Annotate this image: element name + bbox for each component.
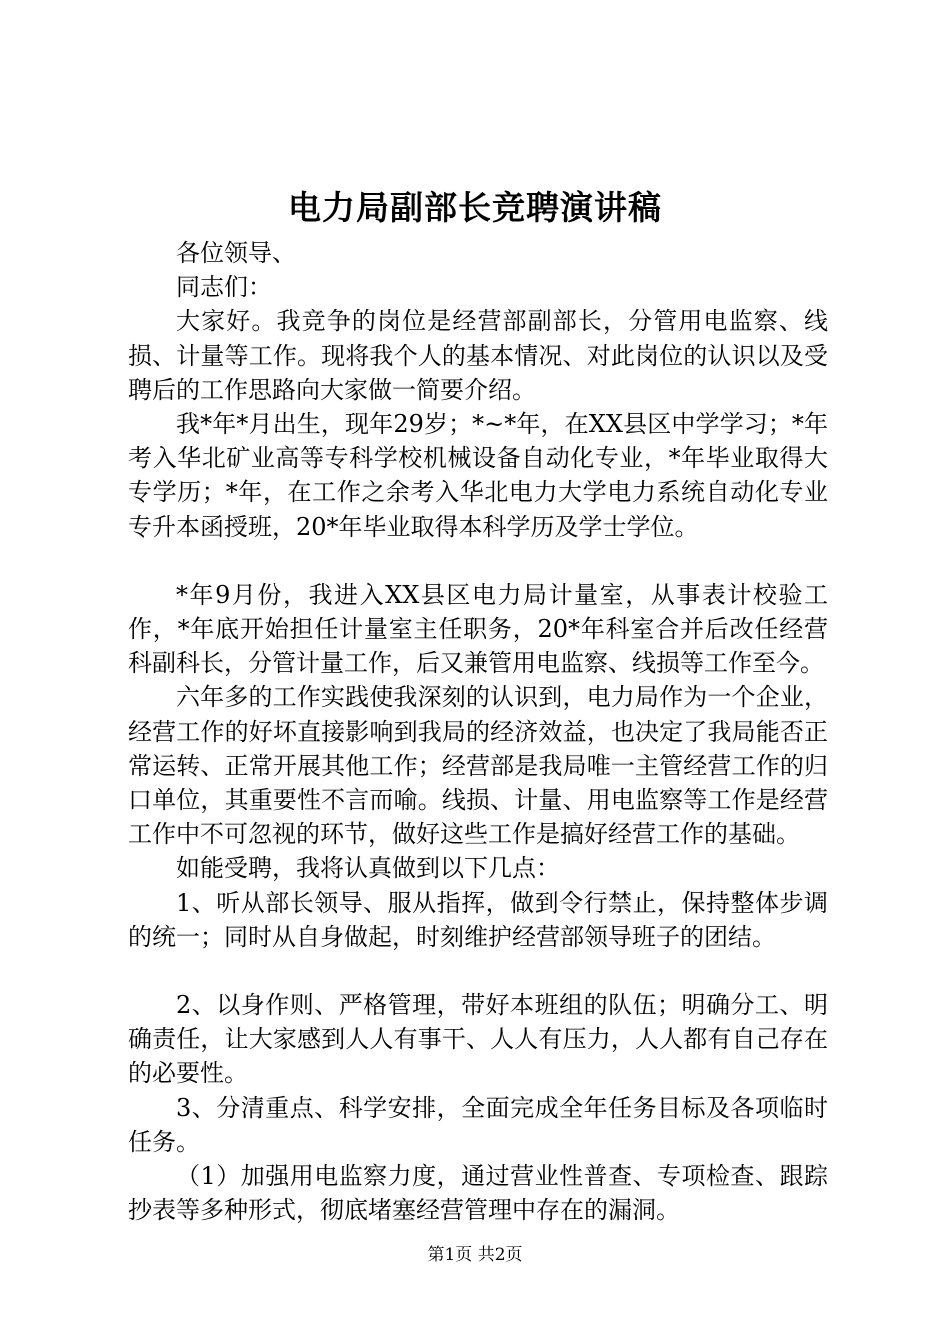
document-body (128, 236, 828, 1227)
document-title: 电力局副部长竞聘演讲稿 (288, 188, 662, 227)
paragraph-understanding: 六年多的工作实践使我深刻的认识到，电力局作为一个企业，经营工作的好坏直接影响到我局的经济效益，也决定了我局能否正常运转、正常开展其他工作；经营部是我局唯一主管经营工作的归口单位，其重要性不言而喻。线损、计量、用电监察等工作是经营工作中不可忽视的环节，做好这些工作是搞好经营工作的基础。 (128, 683, 828, 849)
paragraph-intro: 大家好。我竞争的岗位是经营部副部长，分管用电监察、线损、计量等工作。现将我个人的基本情况、对此岗位的认识以及受聘后的工作思路向大家做一简要介绍。 (128, 307, 828, 404)
salutation-line-2: 同志们： (176, 273, 272, 302)
paragraph-work-history: *年9月份，我进入XX县区电力局计量室，从事表计校验工作，*年底开始担任计量室主任职务，20*年科室合并后改任经营科副科长，分管计量工作，后又兼管用电监察、线损等工作至今。 (128, 580, 828, 678)
sub-item-1: （1）加强用电监察力度，通过营业性普查、专项检查、跟踪抄表等多种形式，彻底堵塞经营管理中存在的漏洞。 (128, 1162, 828, 1225)
paragraph-commitment: 如能受聘，我将认真做到以下几点： (176, 854, 560, 883)
list-item-3: 3、分清重点、科学安排，全面完成全年任务目标及各项临时任务。 (128, 1093, 828, 1156)
list-item-1: 1、听从部长领导、服从指挥，做到令行禁止，保持整体步调的统一；同时从自身做起，时刻维护经营部领导班子的团结。 (128, 888, 828, 951)
list-item-2: 2、以身作则、严格管理，带好本班组的队伍；明确分工、明确责任，让大家感到人人有事干、人人有压力，人人都有自己存在的必要性。 (128, 991, 828, 1088)
page-number-footer: 第1页 共2页 (427, 1245, 523, 1265)
paragraph-background: 我*年*月出生，现年29岁；*~*年，在XX县区中学学习；*年考入华北矿业高等专科学校机械设备自动化专业，*年毕业取得大专学历；*年，在工作之余考入华北电力大学电力系统自动化专业专升本函授班，20*年毕业取得本科学历及学士学位。 (128, 410, 828, 541)
salutation-line-1: 各位领导、 (176, 239, 296, 267)
